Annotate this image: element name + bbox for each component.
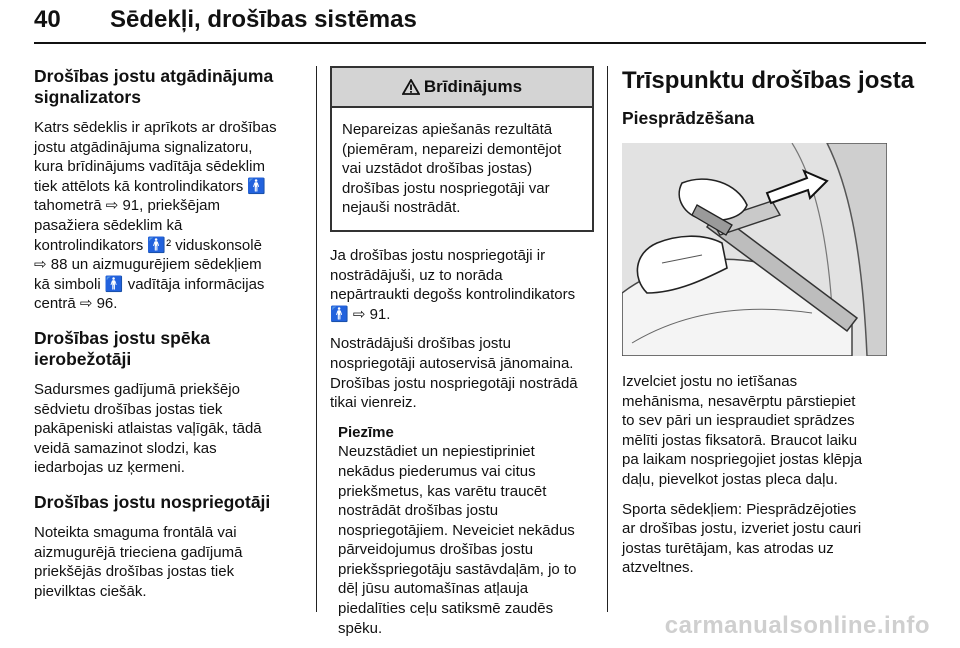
header-rule (34, 42, 926, 44)
watermark: carmanualsonline.info (664, 612, 930, 639)
warning-title: Brīdinājums (423, 77, 523, 96)
page-title: Sēdekļi, drošības sistēmas (110, 6, 417, 33)
warning-header (332, 68, 592, 108)
paragraph-pretensioner-replace: Nostrādājuši drošības jostu nospriegotāji autoservisā jānomaina. Drošības jostu nospriegotāji nostrādā tikai vienreiz. (330, 335, 578, 412)
paragraph-fastening-1: Izvelciet jostu no ietīšanas mehānisma, nesavērptu pārstiepiet to sev pāri un iespraudiet sprādzes mēlīti jostas fiksatorā. Braucot laiku pa laikam nospriegojiet jostas klēpja daļu, pievelkot jostas pleca daļu. (622, 373, 863, 488)
page-number: 40 (34, 6, 61, 33)
paragraph-belt-reminder: Katrs sēdeklis ir aprīkots ar drošības jostu atgādinājuma signalizatoru, kura brīdinājums vadītāja sēdeklim tiek attēlots kā kontrolindikators 🚹 tahometrā ⇨ 91, priekšējam pasažiera sēdeklim kā kontrolindikators 🚹² viduskonsolē ⇨ 88 un aizmugurējiem sēdekļiem kā simboli 🚹 vadītāja informācijas centrā ⇨ 96. (34, 119, 277, 313)
column-divider-2 (607, 66, 608, 612)
seat-belt-illustration (622, 143, 887, 356)
heading-force-limiters: Drošības jostu spēka ierobežotāji (34, 327, 211, 369)
note-text: Neuzstādiet un nepiestipriniet nekādus piederumus vai citus priekšmetus, kas varētu traucēt nostrādāt drošības jostu nospriegotājiem. Neveiciet nekādus pārveidojumus drošības jostu priekšspriegotāju sastāvdaļām, jo to dēļ jūsu automašīnas atļauja piedalīties ceļu satiksmē zaudēs spēku. (338, 443, 577, 637)
warning-triangle-icon (402, 79, 420, 95)
note-block (338, 423, 595, 639)
paragraph-pretensioner-triggered: Ja drošības jostu nospriegotāji ir nostrādājuši, uz to norāda nepārtraukti degošs kontrolindikators 🚹 ⇨ 91. (330, 246, 576, 323)
paragraph-pretensioners: Noteikta smaguma frontālā vai aizmugurējā trieciena gadījumā priekšējās drošības jostas tiek pievilktas ciešāk. (34, 523, 243, 600)
warning-box (330, 66, 594, 232)
heading-three-point-belt: Trīspunktu drošības josta (622, 67, 915, 94)
column-right (622, 66, 922, 588)
paragraph-force-limiters: Sadursmes gadījumā priekšējo sēdvietu drošības jostas tiek pakāpeniski atlaistas vaļīgāk, tādā veidā samazinot slodzi, kas iedarbojas uz ķermeni. (34, 380, 262, 477)
column-middle (330, 66, 595, 648)
warning-text: Nepareizas apiešanās rezultātā (piemēram, nepareizi demontējot vai uzstādot drošības jostas) drošības jostu nospriegotāji var nejauši nostrādāt. (342, 121, 562, 217)
note-title: Piezīme (338, 423, 394, 441)
seat-belt-drawing (622, 143, 887, 356)
paragraph-fastening-2: Sporta sēdekļiem: Piesprādzējoties ar drošības jostu, izveriet jostu cauri jostas turētājam, kas atrodas uz atzveltnes. (622, 500, 862, 577)
column-left (34, 66, 304, 611)
heading-belt-reminder: Drošības jostu atgādinājuma signalizators (34, 66, 274, 107)
heading-fastening: Piesprādzēšana (622, 108, 755, 128)
column-divider-1 (316, 66, 317, 612)
heading-pretensioners: Drošības jostu nospriegotāji (34, 491, 271, 512)
